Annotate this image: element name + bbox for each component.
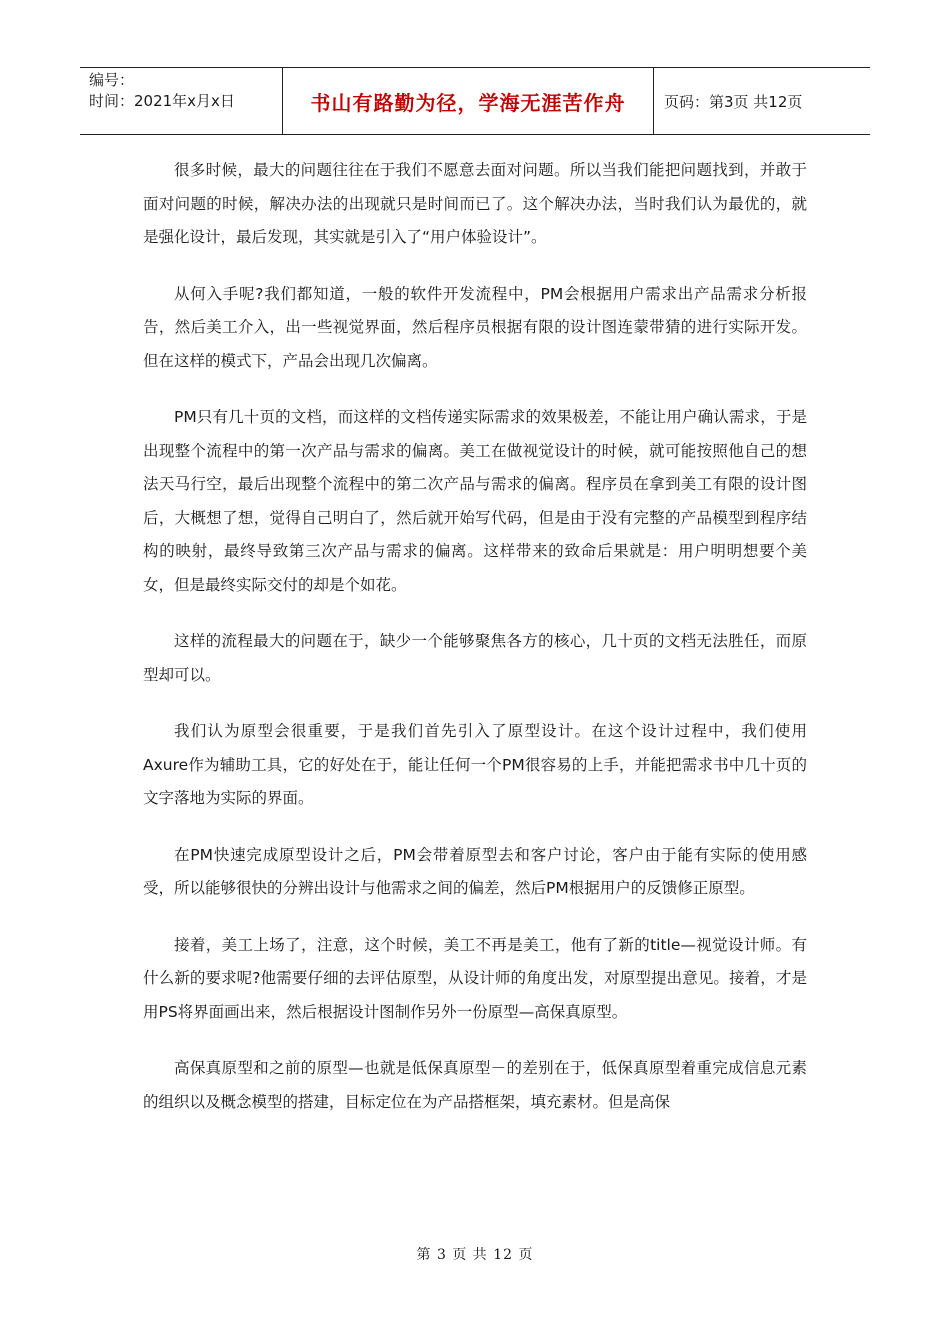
header-page-info: 页码：第3页 共12页 [664, 92, 803, 111]
paragraph: 很多时候，最大的问题往往在于我们不愿意去面对问题。所以当我们能把问题找到，并敢于面对问题的时候，解决办法的出现就只是时间而已了。这个解决办法，当时我们认为最优的，就是强化设计，最后发现，其实就是引入了“用户体验设计”。 [143, 161, 807, 246]
paragraph: 高保真原型和之前的原型—也就是低保真原型－的差别在于，低保真原型着重完成信息元素的组织以及概念模型的搭建，目标定位在为产品搭框架，填充素材。但是高保 [143, 1059, 807, 1111]
document-body [143, 154, 807, 1142]
document-time-label: 时间：2021年x月x日 [89, 92, 235, 110]
paragraph: 从何入手呢?我们都知道，一般的软件开发流程中，PM会根据用户需求出产品需求分析报告，然后美工介入，出一些视觉界面，然后程序员根据有限的设计图连蒙带猜的进行实际开发。但在这样的模式下，产品会出现几次偏离。 [143, 284, 807, 370]
paragraph: 在PM快速完成原型设计之后，PM会带着原型去和客户讨论，客户由于能有实际的使用感受，所以能够很快的分辨出设计与他需求之间的偏差，然后PM根据用户的反馈修正原型。 [143, 845, 807, 897]
paragraph: 接着，美工上场了，注意，这个时候，美工不再是美工，他有了新的title—视觉设计师。有什么新的要求呢?他需要仔细的去评估原型，从设计师的角度出发，对原型提出意见。接着，才是用PS将界面画出来，然后根据设计图制作另外一份原型—高保真原型。 [143, 935, 807, 1021]
header-meta [80, 68, 283, 134]
paragraph: 我们认为原型会很重要，于是我们首先引入了原型设计。在这个设计过程中，我们使用Axure作为辅助工具，它的好处在于，能让任何一个PM很容易的上手，并能把需求书中几十页的文字落地为实际的界面。 [143, 722, 807, 807]
document-number-label: 编号： [89, 71, 135, 89]
page-footer: 第 3 页 共 12 页 [416, 1247, 534, 1263]
paragraph: PM只有几十页的文档，而这样的文档传递实际需求的效果极差，不能让用户确认需求，于是出现整个流程中的第一次产品与需求的偏离。美工在做视觉设计的时候，就可能按照他自己的想法天马行空，最后出现整个流程中的第二次产品与需求的偏离。程序员在拿到美工有限的设计图后，大概想了想，觉得自己明白了，然后就开始写代码，但是由于没有完整的产品模型到程序结构的映射，最终导致第三次产品与需求的偏离。这样带来的致命后果就是：用户明明想要个美女，但是最终实际交付的却是个如花。 [143, 408, 807, 594]
document-header [80, 67, 870, 135]
paragraph: 这样的流程最大的问题在于，缺少一个能够聚焦各方的核心，几十页的文档无法胜任，而原型却可以。 [143, 632, 807, 684]
header-motto: 书山有路勤为径，学海无涯苦作舟 [283, 68, 654, 134]
